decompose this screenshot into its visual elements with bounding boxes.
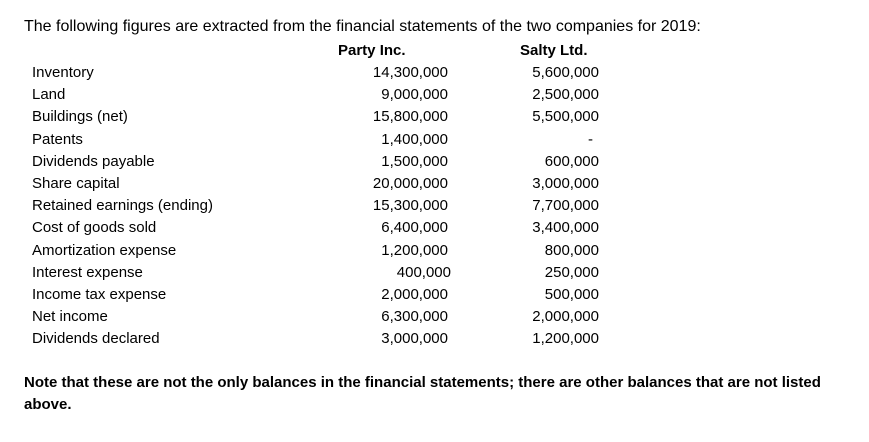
table-row bbox=[0, 151, 869, 173]
row-label: Interest expense bbox=[32, 263, 143, 281]
salty-value: 600,000 bbox=[544, 152, 599, 170]
table-row bbox=[0, 306, 869, 328]
party-value: 1,200,000 bbox=[381, 241, 448, 259]
row-label: Land bbox=[32, 86, 66, 104]
table-row bbox=[0, 284, 869, 306]
table-row bbox=[0, 62, 869, 84]
party-value: 2,000,000 bbox=[381, 285, 448, 303]
row-label: Retained earnings (ending) bbox=[32, 197, 213, 215]
column-header-salty: Salty Ltd. bbox=[520, 42, 588, 59]
row-label: Share capital bbox=[32, 174, 120, 192]
salty-value: 7,700,000 bbox=[532, 197, 599, 215]
salty-value: 2,500,000 bbox=[532, 86, 599, 104]
table-row bbox=[0, 84, 869, 106]
row-label: Net income bbox=[32, 308, 108, 326]
intro-text: The following figures are extracted from the financial statements of the two companies for 2019: bbox=[24, 18, 701, 35]
table-row bbox=[0, 262, 869, 284]
salty-value: 800,000 bbox=[544, 241, 599, 259]
party-value: 20,000,000 bbox=[372, 174, 448, 192]
salty-value: 5,600,000 bbox=[532, 64, 599, 81]
row-label: Patents bbox=[32, 130, 83, 148]
note-text: Note that these are not the only balances in the financial statements; there are other balances that are not listed above. bbox=[24, 374, 821, 413]
row-label: Cost of goods sold bbox=[32, 219, 157, 237]
table-row bbox=[0, 173, 869, 195]
figures-table bbox=[0, 62, 869, 350]
salty-value: 500,000 bbox=[544, 285, 599, 303]
party-value: 9,000,000 bbox=[381, 86, 448, 104]
row-label: Dividends declared bbox=[32, 330, 160, 348]
row-label: Inventory bbox=[32, 64, 94, 81]
table-row bbox=[0, 217, 869, 239]
table-row bbox=[0, 328, 869, 350]
salty-value: 2,000,000 bbox=[532, 308, 599, 326]
party-value: 14,300,000 bbox=[372, 64, 448, 81]
table-row bbox=[0, 195, 869, 217]
row-label: Amortization expense bbox=[32, 241, 177, 259]
row-label: Buildings (net) bbox=[32, 108, 128, 126]
table-row bbox=[0, 129, 869, 151]
row-label: Income tax expense bbox=[32, 285, 167, 303]
salty-value: 1,200,000 bbox=[532, 330, 599, 348]
party-value: 15,300,000 bbox=[372, 197, 448, 215]
party-value: 1,500,000 bbox=[381, 152, 448, 170]
table-row bbox=[0, 240, 869, 262]
salty-value: 250,000 bbox=[544, 263, 599, 281]
party-value: 1,400,000 bbox=[381, 130, 448, 148]
column-header-party: Party Inc. bbox=[338, 42, 406, 59]
salty-value: 3,000,000 bbox=[532, 174, 599, 192]
salty-value: 3,400,000 bbox=[532, 219, 599, 237]
party-value: 3,000,000 bbox=[381, 330, 448, 348]
salty-value: - bbox=[588, 130, 593, 148]
table-row bbox=[0, 106, 869, 128]
row-label: Dividends payable bbox=[32, 152, 155, 170]
party-value: 6,300,000 bbox=[381, 308, 448, 326]
party-value: 6,400,000 bbox=[381, 219, 448, 237]
party-value: 15,800,000 bbox=[372, 108, 448, 126]
party-value: 400,000 bbox=[396, 263, 451, 281]
salty-value: 5,500,000 bbox=[532, 108, 599, 126]
